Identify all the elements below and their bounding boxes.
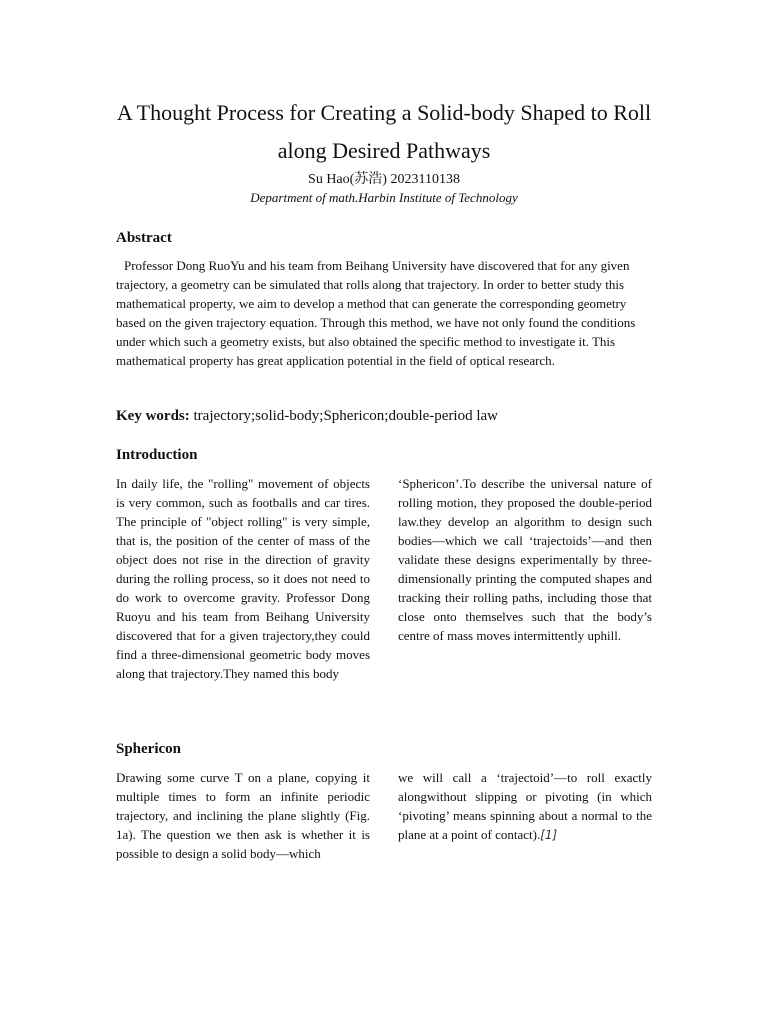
abstract-text: Professor Dong RuoYu and his team from Beihang University have discovered that for any given trajectory, a geometry can be simulated that rolls along that trajectory. In order to better study this mathematical property, we aim to develop a method that can generate the corresponding geometry based on the given trajectory equation. Through this method, we have not only found the conditions under which such a geometry exists, but also obtained the specific method to investigate it. This mathematical property has great application potential in the field of optical research. [116, 258, 636, 368]
keywords-text: trajectory;solid-body;Sphericon;double-period law [193, 408, 499, 424]
author-line: Su Hao(苏浩) 2023110138 [308, 172, 460, 187]
citation-link[interactable]: [1] [540, 828, 558, 842]
sphericon-heading: Sphericon [116, 741, 182, 757]
keywords [116, 406, 652, 426]
introduction-heading: Introduction [116, 447, 198, 463]
keywords-label: Key words: [116, 408, 190, 424]
introduction-right-column: ‘Sphericon’.To describe the universal nature of rolling motion, they proposed the double-period law.they develop an algorithm to design such bodies—which we call ‘trajectoids’—and then validate these designs experimentally by three-dimensionally printing the computed shapes and tracking their rolling paths, including those that close onto themselves such that the body’s centre of mass moves intermittently uphill. [398, 476, 652, 643]
abstract-heading: Abstract [116, 230, 172, 246]
affiliation: Department of math.Harbin Institute of Technology [250, 190, 518, 205]
introduction-left-column: In daily life, the "rolling" movement of objects is very common, such as footballs and car tires. The principle of "object rolling" is very simple, that is, the position of the center of mass of the object does not rise in the direction of gravity during the rolling process, so it does not need to do work to overcome gravity. Professor Dong Ruoyu and his team from Beihang University discovered that for a given trajectory,they could find a three-dimensional geometric body moves along that trajectory.They named this body [116, 476, 370, 681]
sphericon-right-column [398, 768, 652, 845]
sphericon-left-column: Drawing some curve T on a plane, copying it multiple times to form an infinite periodic trajectory, and inclining the plane slightly (Fig. 1a). The question we then ask is whether it is possible to design a solid body—which [116, 770, 370, 861]
paper-title: A Thought Process for Creating a Solid-body Shaped to Roll along Desired Pathways [116, 100, 652, 163]
sphericon-right-text: we will call a ‘trajectoid’—to roll exactly alongwithout slipping or pivoting (in which ‘pivoting’ means spinning about a normal to the plane at a point of contact). [398, 770, 652, 842]
